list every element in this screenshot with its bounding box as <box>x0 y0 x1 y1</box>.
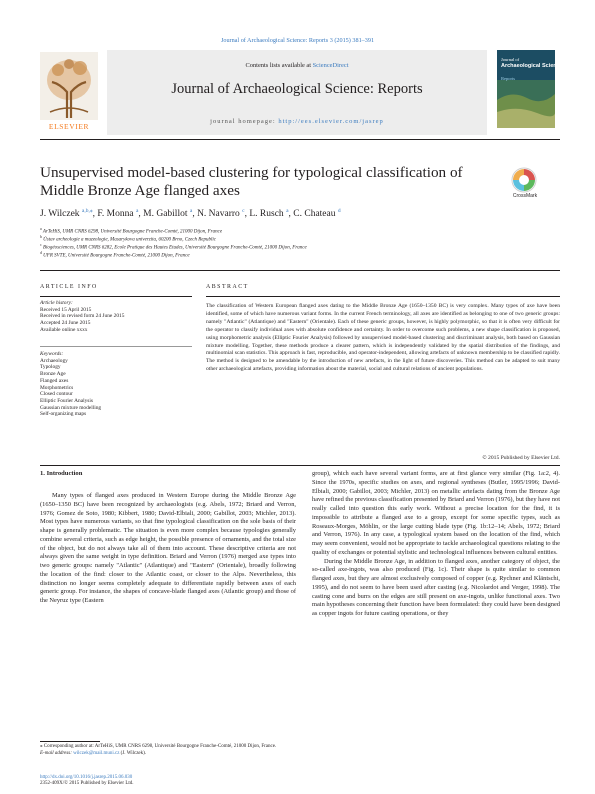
intro-left-column <box>40 492 296 606</box>
abstract-copyright: © 2015 Published by Elsevier Ltd. <box>482 455 560 461</box>
section-heading-introduction: 1. Introduction <box>40 470 83 477</box>
journal-title: Journal of Archaeological Science: Reports <box>171 81 423 97</box>
intro-paragraph: Many types of flanged axes produced in Western Europe during the Middle Bronze Age (1650–1350 BC) have been recognized by archaeologists (e.g. Abels, 1972; Briard and Verron, 1976; Gomez de Soto, 1980; Kibbert, 1980; David-Elbiali, 2000; Gabillot, 2003; Michler, 2013). Most types have numerous variants, so that fine typological classification on the sole basis of their shape is generally problematic. The situation is even more complex because typologies generally combine several criteria, such as edge height, the possible presence of ornaments, and the total size of the object, but do not always take all of them into account. These descriptive criteria are not always given the same weight in type definition. Briard and Verron (1976) merged axe types into two generic groups: namely "Atlantic" (Atlantique) and "Eastern" (Orientale), broadly following the location of the find: closer to the Atlantic coast, or closer to the Alps. Nevertheless, this distinction no longer seems completely adequate to differentiate rapidly between axes of each generic group. For instance, the shapes of concave-blade flanged axes (Atlantic group) and those of the Neyruz type (Eastern <box>40 492 296 604</box>
keywords-label: Keywords: <box>40 351 64 357</box>
author[interactable]: F. Monna $^a$ <box>97 208 139 220</box>
history-item: Accepted 24 June 2015 <box>40 320 91 327</box>
cover-title-line3: Reports <box>501 76 515 81</box>
homepage-prefix: journal homepage: <box>210 118 279 125</box>
header-rule <box>40 139 560 140</box>
author[interactable]: J. Wilczek $^{a,b,⁎}$ <box>40 208 93 220</box>
elsevier-wordmark: ELSEVIER <box>48 122 90 131</box>
article-history <box>40 300 192 334</box>
affiliation-rule <box>40 270 560 271</box>
elsevier-tree-logo-icon <box>40 52 98 120</box>
history-item: Received 15 April 2015 <box>40 306 92 313</box>
article-info-heading: ARTICLE INFO <box>40 284 98 290</box>
footnote-rule <box>40 741 100 742</box>
affiliation: $^a$ ArTeHiS, UMR CNRS 6298, Université Bourgogne Franche-Comté, 21000 Dijon, France <box>40 227 223 235</box>
affiliation: $^c$ Biogéosciences, UMR CNRS 6282, Ecole Pratique des Hautes Etudes, Université Bourgogne Franche-Comté, 21000 Dijon, France <box>40 243 307 251</box>
crossmark-icon[interactable] <box>511 167 537 193</box>
intro-paragraph: During the Middle Bronze Age, in addition to flanged axes, another category of object, the so-called axe-ingots, was also produced (Fig. 1c). Their shape is quite similar to common flanged axes, but they are almost exclusively composed of copper (e.g. Rychner and Kläntschi, 1995), and do not seem to have been used after casting (e.g. Nicolardot and Verger, 1998). The casting cone and burrs on the edges are still present on axe-ingots, unlike functional axes. Two main hypotheses concerning their function have been formulated: they could have been designed as copper ingots for future casting operations, or they <box>312 557 560 617</box>
author[interactable]: M. Gabillot $^a$ <box>143 208 193 220</box>
history-label: Article history: <box>40 300 73 306</box>
contents-prefix: Contents lists available at <box>245 62 313 69</box>
cover-title-line2: Archaeological Science <box>501 63 563 69</box>
keyword: Closed contour <box>40 391 73 398</box>
affiliation: $^b$ Ústav archeologie a muzeologie, Masarykova univerzita, 60200 Brno, Czech Republic <box>40 235 216 243</box>
homepage-link[interactable]: http://ees.elsevier.com/jasrep <box>278 118 384 125</box>
keyword: Self-organizing maps <box>40 411 87 418</box>
author-list: J. Wilczek $^{a,b,⁎}$, F. Monna $^a$, M. Gabillot $^a$, N. Navarro $^c$, L. Rusch $^a$, C. Chateau $^d$ <box>40 208 341 220</box>
article-title: Unsupervised model-based clustering for typological classification of Middle Bronze Age flanged axes <box>40 164 463 199</box>
sciencedirect-link[interactable]: ScienceDirect <box>312 62 349 69</box>
doi-link[interactable]: http://dx.doi.org/10.1016/j.jasrep.2015.06.030 <box>40 775 133 780</box>
keyword: Flanged axes <box>40 377 69 384</box>
journal-reference[interactable]: Journal of Archaeological Science: Reports 3 (2015) 381–391 <box>220 37 375 44</box>
corresponding-author-note: ⁎ Corresponding author at: ArTeHiS, UMR CNRS 6298, Université Bourgogne Franche-Comté, 21000 Dijon, France. <box>40 744 277 749</box>
intro-paragraph: group), which each have several variant forms, are at first glance very similar (Fig. 1a:2, 4). Since the 1970s, specific studies on axes, and regional syntheses (Butler, 1995/1996; David-Elbiali, 2000; Gabillot, 2003; Michler, 2013) on metallic artefacts dating from the Bronze Age have refined the previous classification presented by Briard and Verron (1976), but they have not really called into question this early work. Without a precise location for the find, it is impossible to attribute a flanged axe to a group, except for some specific types, such as Roseaux-Morges, Möhlin, or the large cutting blade type (Fig. 1b:12–14; Abels, 1972; Briard and Verron, 1976). In any case, a typological system based on the location of the find, which may seem convenient, would not be appropriate to tackle archaeological questions relating to the quality of exchanges or potential stylistic and technological influences between cultural entities. <box>312 470 560 556</box>
corresponding-author-footnote <box>40 744 296 757</box>
keyword: Typology <box>40 364 61 371</box>
history-item: Available online xxxx <box>40 326 88 333</box>
history-rule <box>40 346 192 347</box>
keywords-block <box>40 351 192 418</box>
keyword: Archaeology <box>40 357 68 364</box>
abstract-end-rule <box>40 465 560 466</box>
cover-title-line1: Journal of <box>501 57 520 62</box>
abstract-text: The classification of Western European flanged axes dating to the Middle Bronze Age (1650–1350 BC) is very complex. Many types of axe have been identified, some of which have numerous variant forms. In the current French terminology, all axes are identified as belonging to one of two generic groups: namely "Atlantic" (Atlantique) and "Eastern" (Orientale). Each of these generic groups, however, is highly polymorphic, so that it is often very difficult for the operator to classify individual axes with absolute confidence and certainty. In order to overcome such problems, a new shape classification is proposed, using morphometric analysis (Elliptic Fourier Analysis) followed by unsupervised model-based clustering and discriminant analysis, both based on Gaussian mixture modelling. Together, these methods produce a clearer pattern, which is independently validated by the spatial distribution of the findings, and multinomial scan statistics. This approach is fast, reproducible, and operator-independent, allowing artefacts of unknown membership to be classified rapidly. The method is designed to be amendable by the introduction of new artefacts, in the light of future discoveries. This method can be adapted to suit many other archaeological artefacts, providing information about the material, social and cultural relations of ancient populations. <box>206 303 560 373</box>
affiliation: $^d$ UFR SVTE, Université Bourgogne Franche-Comté, 21000 Dijon, France <box>40 251 190 259</box>
keyword: Morphometrics <box>40 384 74 391</box>
keyword: Bronze Age <box>40 371 66 378</box>
abstract-rule <box>206 296 560 297</box>
article-info-rule <box>40 296 192 297</box>
author[interactable]: C. Chateau $^d$ <box>293 208 341 220</box>
keyword: Gaussian mixture modelling <box>40 404 102 411</box>
email-line: E-mail address: wilczek@mail.muni.cz (J. Wilczek). <box>40 750 147 756</box>
email-link[interactable]: wilczek@mail.muni.cz <box>73 750 120 756</box>
journal-homepage <box>107 118 487 125</box>
issn-line: 2352-409X/© 2015 Published by Elsevier Ltd. <box>40 781 134 787</box>
history-item: Received in revised form 24 June 2015 <box>40 313 125 320</box>
crossmark-label: CrossMark <box>512 193 538 199</box>
abstract-heading: ABSTRACT <box>206 284 249 290</box>
keyword: Elliptic Fourier Analysis <box>40 397 94 404</box>
article-doi-block <box>40 775 296 788</box>
author[interactable]: N. Navarro $^c$ <box>197 208 245 220</box>
contents-available-line <box>107 62 487 69</box>
intro-right-column <box>312 470 560 619</box>
author[interactable]: L. Rusch $^a$ <box>249 208 289 220</box>
